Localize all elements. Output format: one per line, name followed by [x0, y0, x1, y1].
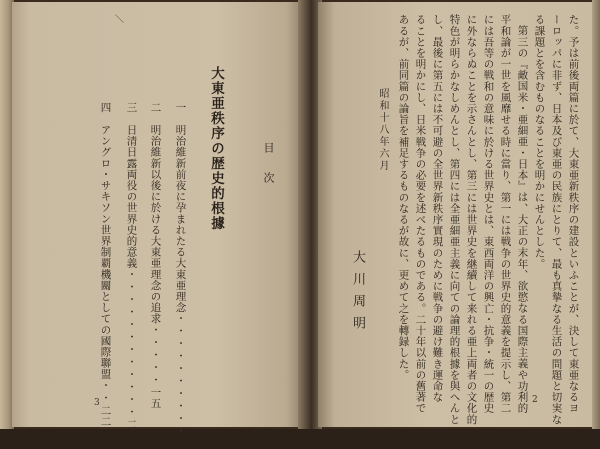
toc-heading: 目 次: [262, 142, 275, 187]
page-number-left: 3: [94, 398, 100, 408]
preface-line: 特色が明らかなしめんとし、第四には全亜細亜主義に向ての論理的根據を與へんと: [448, 14, 461, 425]
toc-entry-num: 一: [174, 102, 187, 114]
toc-entry-title: 明治維新前夜に孕まれたる大東亜理念: [174, 124, 187, 313]
preface-line: に外ならぬことを示さんとし、第三には世界史を継續して来れる亜上両者の文化的: [465, 14, 478, 425]
book-title: 大東亜秩序の歴史的根據: [208, 66, 224, 231]
preface-date: 昭和十八年六月: [377, 88, 388, 172]
preface-line: ーロッパに非ず、日本及び東亜の民族にとりて、最も真摯なる生活の問題と切実な: [550, 14, 563, 425]
preface-line: る課題とを含むものなることを明かにせんとした。: [533, 14, 546, 270]
toc-entry-page: 二二: [99, 404, 112, 427]
toc-entry-page: 一五: [149, 386, 162, 409]
toc-entry-1: 一 明治維新前夜に孕まれたる大東亜理念・・・・・・・・・・九: [174, 102, 187, 449]
toc-entry-num: 三: [125, 102, 138, 114]
preface-line: ることを明かにし、日米戦争の必要を述べたるものである。二十年以前の舊著で: [414, 14, 427, 414]
toc-entry-title: 日清日露両役の世界史的意義: [125, 124, 138, 269]
toc-entry-page: 九: [174, 437, 187, 449]
right-page: [318, 2, 594, 427]
toc-entry-num: 二: [149, 102, 162, 114]
preface-line: 第三の『敵国米・亜細亜・日本』は、大正の末年、欲慾なる国際主義や功利的: [516, 25, 529, 414]
corner-mark: ＼: [115, 15, 125, 25]
toc-entry-page: 二一: [125, 418, 138, 441]
toc-entry-title: アングロ・サキソン世界制覇機關としての國際聯盟: [99, 124, 112, 380]
book-edge-right: [592, 0, 600, 429]
toc-entry-num: 四: [99, 102, 112, 114]
preface-line: 平和論が一世を風靡せる時に當り、第一には戦争の世界史的意義を提示し、第二: [499, 14, 512, 414]
preface-line: には吾等の戦和の意味に於ける世界史とは、東西両洋の興亡・抗争・統一の歴史: [482, 14, 495, 414]
toc-entry-4: 四 アングロ・サキソン世界制覇機關としての國際聯盟・・二二: [99, 102, 112, 427]
preface-line: た。予は前後両篇に於て、大東亜新秩序の建設といふことが、決して東亜なるヨ: [567, 14, 580, 414]
left-page: [12, 2, 304, 449]
preface-line: し、最後に第五には不可避の全世界新秩序實現のために戦争の避け難き運命な: [431, 14, 444, 403]
preface-line: あるが、前同篇の論旨を補足するものなるが故に、更めて之を轉録した。: [397, 14, 410, 381]
toc-entry-2: 二 明治維新以後に於ける大東亜理念の追求・・・・・一五: [149, 102, 162, 409]
preface-author: 大川周明: [350, 250, 365, 338]
toc-entry-3: 三 日清日露両役の世界史的意義・・・・・・・・・・・・二一: [125, 102, 138, 441]
toc-entry-title: 明治維新以後に於ける大東亜理念の追求: [149, 124, 162, 325]
page-number-right: 2: [532, 395, 538, 405]
